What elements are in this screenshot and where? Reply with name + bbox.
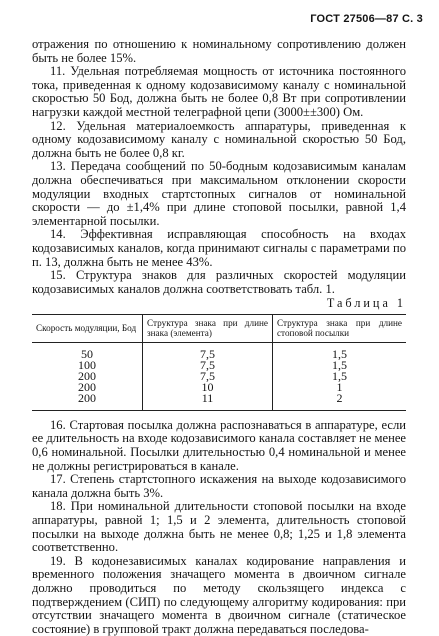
table-cell: 10 bbox=[143, 382, 273, 393]
paragraph-p18: 18. При номинальной длительности стоповой посылки на входе аппаратуры, равной 1; 1,5 и 2 элемента, длительность стоповой посылки на выходе должна быть не менее 0,8; 1,25 и 1,8 элемента соответственно. bbox=[32, 499, 406, 555]
table-header-stop: Структура знака при длине стоповой посылки bbox=[272, 314, 406, 342]
table-cell: 50 bbox=[81, 346, 93, 361]
paragraph-p16: 16. Стартовая посылка должна распознаваться в аппаратуре, если ее длительность на входе кодозависимого канала составляет не менее 0,6 номинальной. Посылки длительностью 0,4 номинальной и менее не должны регистрироваться в канале. bbox=[32, 417, 406, 473]
paragraph-p17: 17. Степень стартстопного искажения на выходе кодозависимого канала должна быть 3%. bbox=[32, 472, 406, 500]
table-cell: 200 bbox=[32, 393, 143, 411]
table-cell: 7,5 bbox=[143, 360, 273, 371]
table-cell: 2 bbox=[272, 393, 406, 411]
table-cell: 1,5 bbox=[272, 360, 406, 371]
table-caption: Таблица 1 bbox=[326, 296, 406, 311]
table-cell: 7,5 bbox=[143, 342, 273, 360]
paragraph-p10end: отражения по отношению к номинальному сопротивлению должен быть не более 15%. bbox=[32, 37, 406, 65]
paragraph-p19: 19. В кодонезависимых каналах кодирование направления и временного положения значащего момента в двоичном сигнале должно проводиться по методу скользящего индекса с подтверждением (СИП) по следующему алгоритму кодирования: при отсутствии значащего момента в двоичном сигнале (статическое состояние) в групповой тракт должна передаваться последова- bbox=[32, 553, 406, 636]
table-cell: 11 bbox=[143, 393, 273, 411]
paragraph-p11: 11. Удельная потребляемая мощность от источника постоянного тока, приведенная к одному кодозависимому каналу с номинальной скоростью 50 Бод, должна быть не более 0,8 Вт при сопротивлении нагрузки каждой местной телеграфной цепи (3000±±300) Ом. bbox=[32, 64, 406, 119]
table-cell: 1,5 bbox=[272, 371, 406, 382]
table-header-element: Структура знака при длине знака (элемента) bbox=[143, 314, 273, 342]
paragraphs-bottom bbox=[32, 419, 406, 636]
paragraph-p12: 12. Удельная материалоемкость аппаратуры, приведенная к одному кодозависимому каналу с номинальной скоростью 50 Бод, должна быть не более 0,8 кг. bbox=[32, 118, 406, 160]
table-cell: 1 bbox=[272, 382, 406, 393]
paragraphs-top bbox=[32, 38, 406, 296]
table-cell: 7,5 bbox=[143, 371, 273, 382]
page-header: ГОСТ 27506—87 С. 3 bbox=[310, 13, 423, 25]
paragraph-p15: 15. Структура знаков для различных скоростей модуляции кодозависимых каналов должна соответствовать табл. 1. bbox=[32, 268, 406, 296]
paragraph-p14: 14. Эффективная исправляющая способность на входах кодозависимых каналов, когда принимают сигналы с параметрами по п. 13, должна быть не менее 43%. bbox=[32, 227, 406, 269]
paragraph-p13: 13. Передача сообщений по 50-бодным кодозависимым каналам должна обеспечиваться при максимальном отклонении скорости модуляции входных стартстопных сигналов от номинальной скорости — до ±1,4% при длине стоповой посылки, равной 1,4 элементарной посылки. bbox=[32, 159, 406, 228]
table-header-speed: Скорость модуляции, Бод bbox=[32, 314, 143, 342]
table-row bbox=[32, 393, 406, 411]
table-cell: 200 bbox=[78, 368, 96, 383]
table-cell: 100 bbox=[78, 357, 96, 372]
document-body bbox=[32, 38, 406, 636]
table-cell: 1,5 bbox=[272, 342, 406, 360]
table-cell: 200 bbox=[78, 379, 96, 394]
table-1 bbox=[32, 314, 406, 411]
